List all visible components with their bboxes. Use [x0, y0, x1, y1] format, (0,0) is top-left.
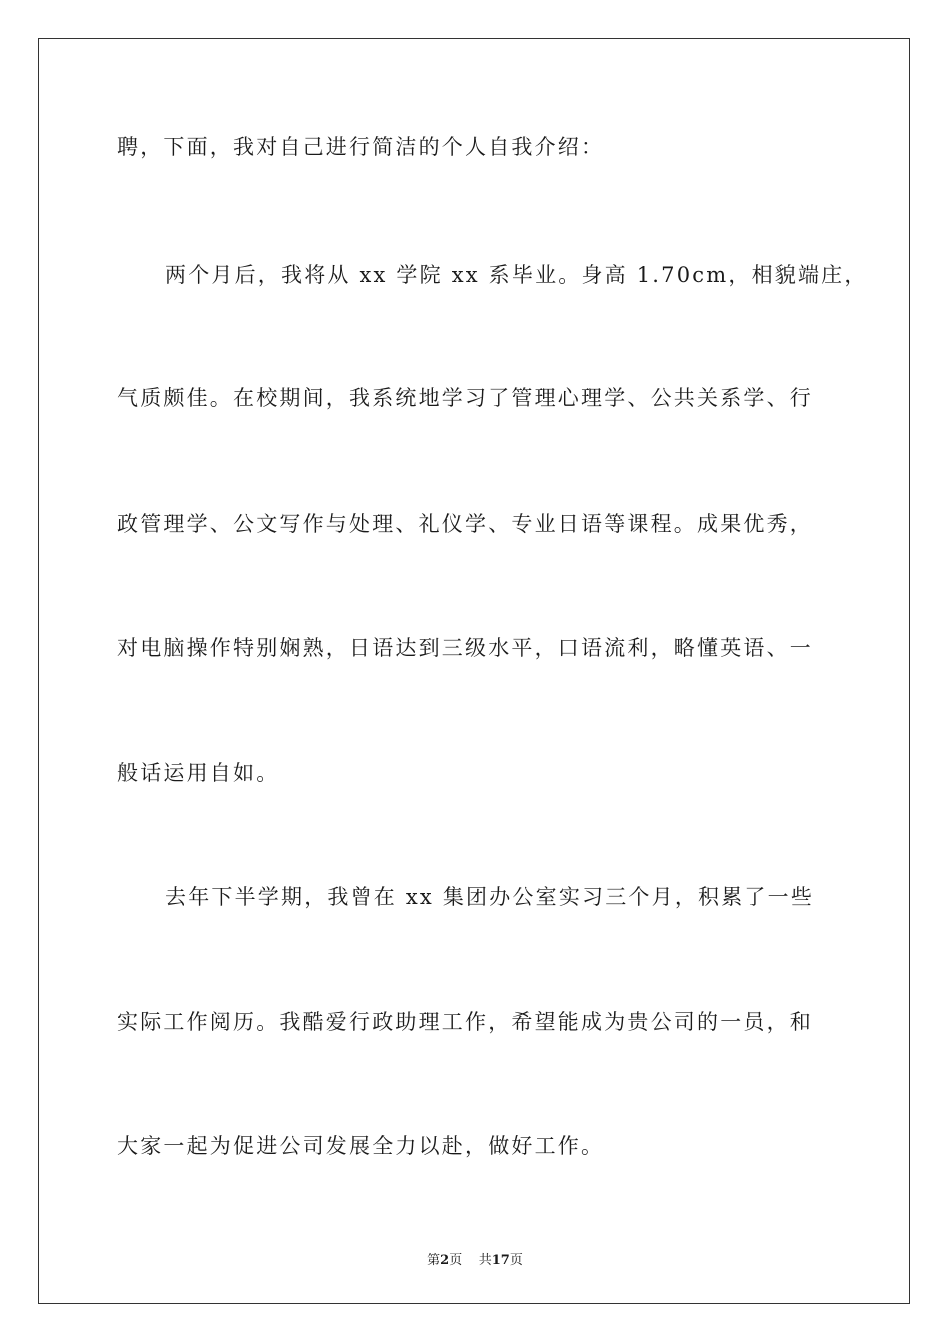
- body-line-3: 气质颇佳。在校期间，我系统地学习了管理心理学、公共关系学、行: [117, 386, 813, 410]
- footer-total-prefix: 共: [478, 1253, 492, 1268]
- body-line-5: 对电脑操作特别娴熟，日语达到三级水平，口语流利，略懂英语、一: [117, 636, 813, 660]
- footer-total-pages: 17: [491, 1253, 510, 1268]
- paragraph-start-line: 去年下半学期，我曾在 xx 集团办公室实习三个月，积累了一些: [165, 885, 815, 909]
- paragraph-start-line: 两个月后，我将从 xx 学院 xx 系毕业。身高 1.70cm，相貌端庄，: [165, 263, 868, 287]
- body-line-6: 般话运用自如。: [117, 761, 280, 785]
- page-footer: [0, 1249, 950, 1268]
- footer-page-suffix: 页: [449, 1253, 463, 1268]
- footer-page-prefix: 第: [427, 1253, 441, 1268]
- body-line-4: 政管理学、公文写作与处理、礼仪学、专业日语等课程。成果优秀，: [117, 512, 813, 536]
- footer-total-suffix: 页: [509, 1253, 523, 1268]
- body-line-8: 实际工作阅历。我酷爱行政助理工作，希望能成为贵公司的一员，和: [117, 1010, 813, 1034]
- page-border: [38, 38, 910, 1304]
- footer-page-number: 2: [440, 1253, 450, 1268]
- body-line-9: 大家一起为促进公司发展全力以赴，做好工作。: [117, 1134, 605, 1158]
- body-line-1: 聘，下面，我对自己进行简洁的个人自我介绍：: [117, 135, 605, 159]
